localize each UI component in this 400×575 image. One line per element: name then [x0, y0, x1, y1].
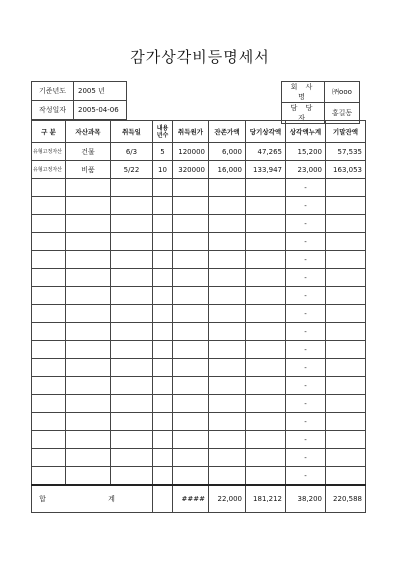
empty-row: [32, 359, 366, 377]
base-year-value: 2005 년: [74, 82, 127, 101]
empty-cell: [172, 341, 208, 359]
empty-row: [32, 377, 366, 395]
header-row: [32, 121, 366, 143]
empty-cell: [32, 251, 66, 269]
durability-cell: 10: [152, 161, 172, 179]
empty-cell: [245, 287, 285, 305]
empty-cell: [325, 395, 365, 413]
total-end-balance: 220,588: [325, 485, 365, 513]
empty-cell: [32, 233, 66, 251]
category-cell: 유형고정자산: [32, 143, 66, 161]
empty-cell: [152, 395, 172, 413]
empty-cell: [245, 269, 285, 287]
empty-cell: [110, 305, 152, 323]
current-dep-cell: 133,947: [245, 161, 285, 179]
empty-cell: [110, 323, 152, 341]
header-durability-line: 년수: [156, 131, 169, 139]
empty-cell: [32, 449, 66, 467]
total-row: [32, 485, 366, 513]
accum-dep-dash: -: [285, 287, 325, 305]
empty-row: [32, 431, 366, 449]
empty-cell: [208, 323, 245, 341]
empty-cell: [245, 251, 285, 269]
empty-cell: [245, 395, 285, 413]
empty-cell: [172, 413, 208, 431]
residual-cell: 16,000: [208, 161, 245, 179]
empty-cell: [152, 233, 172, 251]
accum-dep-dash: -: [285, 251, 325, 269]
empty-cell: [32, 323, 66, 341]
empty-cell: [110, 287, 152, 305]
empty-cell: [208, 413, 245, 431]
empty-cell: [152, 179, 172, 197]
accum-dep-dash: -: [285, 233, 325, 251]
empty-cell: [32, 467, 66, 486]
empty-cell: [32, 377, 66, 395]
empty-cell: [110, 197, 152, 215]
empty-cell: [325, 341, 365, 359]
empty-cell: [172, 215, 208, 233]
empty-cell: [325, 287, 365, 305]
empty-cell: [152, 287, 172, 305]
empty-cell: [208, 341, 245, 359]
empty-cell: [32, 395, 66, 413]
empty-cell: [65, 179, 110, 197]
empty-cell: [32, 305, 66, 323]
accum-dep-dash: -: [285, 467, 325, 486]
empty-cell: [325, 377, 365, 395]
document-title: 감가상각비등명세서: [130, 48, 270, 66]
empty-cell: [245, 305, 285, 323]
empty-cell: [32, 269, 66, 287]
current-dep-cell: 47,265: [245, 143, 285, 161]
empty-cell: [65, 377, 110, 395]
empty-cell: [208, 359, 245, 377]
empty-cell: [110, 251, 152, 269]
empty-cell: [172, 377, 208, 395]
manager-value: 홍길동: [325, 103, 360, 124]
empty-cell: [152, 215, 172, 233]
empty-cell: [152, 359, 172, 377]
company-label: 회 사 명: [282, 82, 325, 103]
empty-cell: [208, 431, 245, 449]
empty-cell: [32, 197, 66, 215]
empty-cell: [110, 449, 152, 467]
empty-row: [32, 269, 366, 287]
empty-cell: [208, 395, 245, 413]
table-row: [32, 161, 366, 179]
header-durability-line: 내용: [156, 124, 169, 132]
asset-cell: 건물: [65, 143, 110, 161]
acq-date-cell: 5/22: [110, 161, 152, 179]
company-value: ㈜ooo: [325, 82, 360, 103]
empty-cell: [245, 431, 285, 449]
empty-cell: [325, 215, 365, 233]
empty-cell: [172, 251, 208, 269]
accum-dep-cell: 15,200: [285, 143, 325, 161]
empty-cell: [245, 323, 285, 341]
empty-cell: [152, 449, 172, 467]
empty-cell: [208, 179, 245, 197]
empty-cell: [65, 359, 110, 377]
accum-dep-dash: -: [285, 377, 325, 395]
accum-dep-dash: -: [285, 215, 325, 233]
accum-dep-dash: -: [285, 305, 325, 323]
manager-label: 담 당 자: [282, 103, 325, 124]
accum-dep-dash: -: [285, 197, 325, 215]
empty-cell: [325, 179, 365, 197]
empty-row: [32, 233, 366, 251]
empty-row: [32, 341, 366, 359]
empty-cell: [65, 233, 110, 251]
empty-cell: [325, 233, 365, 251]
empty-cell: [208, 269, 245, 287]
empty-row: [32, 449, 366, 467]
header-acq-date: 취득일: [110, 121, 152, 143]
table-row: [32, 143, 366, 161]
empty-cell: [32, 359, 66, 377]
empty-cell: [65, 431, 110, 449]
empty-cell: [32, 287, 66, 305]
empty-cell: [110, 377, 152, 395]
empty-cell: [65, 251, 110, 269]
empty-cell: [172, 323, 208, 341]
empty-cell: [32, 215, 66, 233]
empty-cell: [65, 269, 110, 287]
empty-cell: [245, 377, 285, 395]
durability-cell: 5: [152, 143, 172, 161]
empty-cell: [172, 359, 208, 377]
empty-row: [32, 215, 366, 233]
empty-cell: [208, 449, 245, 467]
empty-cell: [110, 179, 152, 197]
empty-cell: [65, 287, 110, 305]
empty-cell: [325, 431, 365, 449]
header-current-dep: 당기상각액: [245, 121, 285, 143]
empty-cell: [325, 305, 365, 323]
accum-dep-dash: -: [285, 359, 325, 377]
category-cell: 유형고정자산: [32, 161, 66, 179]
empty-cell: [208, 305, 245, 323]
empty-cell: [208, 197, 245, 215]
accum-dep-dash: -: [285, 449, 325, 467]
empty-cell: [65, 467, 110, 486]
empty-cell: [245, 413, 285, 431]
empty-cell: [208, 467, 245, 486]
empty-cell: [245, 233, 285, 251]
empty-row: [32, 251, 366, 269]
empty-cell: [152, 305, 172, 323]
empty-cell: [325, 413, 365, 431]
empty-cell: [110, 233, 152, 251]
empty-cell: [172, 467, 208, 486]
accum-dep-dash: -: [285, 179, 325, 197]
accum-dep-dash: -: [285, 341, 325, 359]
empty-cell: [172, 431, 208, 449]
empty-cell: [110, 431, 152, 449]
empty-cell: [245, 467, 285, 486]
residual-cell: 6,000: [208, 143, 245, 161]
empty-row: [32, 467, 366, 486]
empty-cell: [325, 359, 365, 377]
empty-cell: [325, 323, 365, 341]
empty-cell: [152, 413, 172, 431]
empty-cell: [65, 341, 110, 359]
info-table-left: [31, 81, 127, 120]
empty-cell: [245, 215, 285, 233]
header-residual: 잔존가액: [208, 121, 245, 143]
accum-dep-cell: 23,000: [285, 161, 325, 179]
empty-cell: [152, 467, 172, 486]
empty-cell: [65, 197, 110, 215]
empty-row: [32, 287, 366, 305]
accum-dep-dash: -: [285, 395, 325, 413]
empty-cell: [65, 215, 110, 233]
empty-cell: [110, 359, 152, 377]
empty-cell: [110, 395, 152, 413]
empty-cell: [172, 269, 208, 287]
empty-cell: [245, 359, 285, 377]
empty-cell: [32, 341, 66, 359]
empty-cell: [152, 197, 172, 215]
empty-cell: [110, 467, 152, 486]
empty-cell: [245, 197, 285, 215]
accum-dep-dash: -: [285, 413, 325, 431]
accum-dep-dash: -: [285, 323, 325, 341]
header-end-balance: 기말잔액: [325, 121, 365, 143]
header-accum-dep: 상각액누계: [285, 121, 325, 143]
empty-cell: [110, 269, 152, 287]
header-durability: [152, 121, 172, 143]
accum-dep-dash: -: [285, 269, 325, 287]
empty-cell: [208, 233, 245, 251]
empty-cell: [152, 341, 172, 359]
empty-cell: [325, 449, 365, 467]
empty-cell: [208, 377, 245, 395]
total-empty-cell: [152, 485, 172, 513]
header-category: 구 분: [32, 121, 66, 143]
info-table-right: [281, 81, 360, 124]
empty-cell: [325, 251, 365, 269]
accum-dep-dash: -: [285, 431, 325, 449]
empty-cell: [245, 179, 285, 197]
empty-cell: [172, 305, 208, 323]
empty-cell: [110, 215, 152, 233]
total-current-dep: 181,212: [245, 485, 285, 513]
empty-cell: [208, 251, 245, 269]
empty-row: [32, 395, 366, 413]
total-accum-dep: 38,200: [285, 485, 325, 513]
total-label: 합 계: [32, 485, 153, 513]
empty-cell: [325, 269, 365, 287]
empty-cell: [65, 305, 110, 323]
empty-cell: [325, 467, 365, 486]
empty-cell: [208, 215, 245, 233]
empty-row: [32, 197, 366, 215]
empty-cell: [172, 179, 208, 197]
empty-cell: [65, 449, 110, 467]
empty-row: [32, 305, 366, 323]
empty-cell: [152, 251, 172, 269]
created-date-value: 2005-04-06: [74, 101, 127, 120]
empty-row: [32, 413, 366, 431]
empty-cell: [110, 413, 152, 431]
empty-row: [32, 323, 366, 341]
empty-cell: [152, 269, 172, 287]
acq-price-cell: 120000: [172, 143, 208, 161]
empty-cell: [65, 323, 110, 341]
end-balance-cell: 57,535: [325, 143, 365, 161]
empty-cell: [32, 431, 66, 449]
total-acq-price: ####: [172, 485, 208, 513]
empty-cell: [245, 449, 285, 467]
empty-row: [32, 179, 366, 197]
end-balance-cell: 163,053: [325, 161, 365, 179]
empty-cell: [172, 287, 208, 305]
empty-cell: [152, 377, 172, 395]
empty-cell: [245, 341, 285, 359]
empty-cell: [172, 233, 208, 251]
depreciation-table: [31, 120, 366, 513]
empty-cell: [172, 197, 208, 215]
empty-cell: [152, 323, 172, 341]
acq-price-cell: 320000: [172, 161, 208, 179]
header-asset: 자산과목: [65, 121, 110, 143]
empty-cell: [152, 431, 172, 449]
created-date-label: 작성일자: [32, 101, 74, 120]
empty-cell: [208, 287, 245, 305]
empty-cell: [65, 395, 110, 413]
acq-date-cell: 6/3: [110, 143, 152, 161]
base-year-label: 기준년도: [32, 82, 74, 101]
header-acq-price: 취득원가: [172, 121, 208, 143]
empty-cell: [32, 413, 66, 431]
empty-cell: [32, 179, 66, 197]
asset-cell: 비품: [65, 161, 110, 179]
empty-cell: [325, 197, 365, 215]
empty-cell: [110, 341, 152, 359]
empty-cell: [172, 449, 208, 467]
total-residual: 22,000: [208, 485, 245, 513]
empty-cell: [65, 413, 110, 431]
empty-cell: [172, 395, 208, 413]
